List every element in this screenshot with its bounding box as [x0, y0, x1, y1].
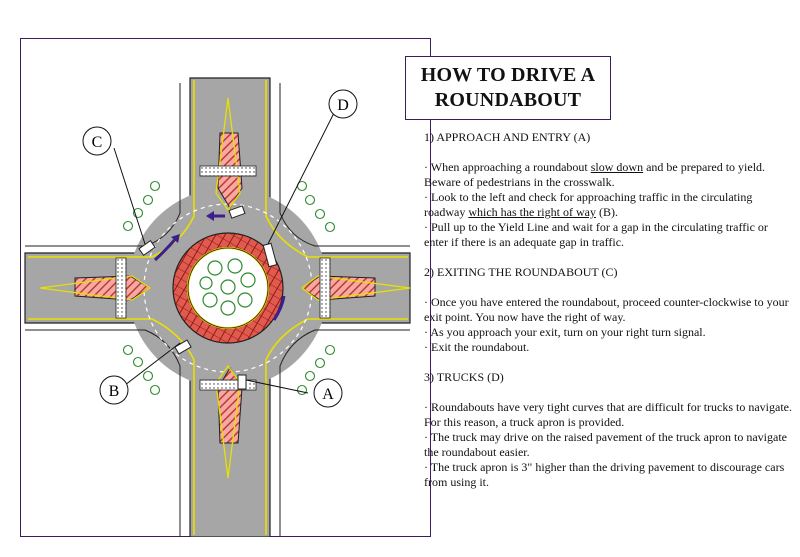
title-box	[405, 56, 611, 120]
s1-b1-underline: slow down	[590, 160, 644, 174]
section-3-heading: 3) TRUCKS (D)	[424, 370, 504, 384]
callout-d-label: D	[337, 97, 349, 114]
section-3-bullet-2: · The truck may drive on the raised pavement of the truck apron to navigate the roundabout easier.	[424, 430, 787, 459]
title-line-1: HOW TO DRIVE A	[420, 64, 596, 86]
callout-c-label: C	[91, 134, 103, 151]
callout-b	[100, 376, 128, 404]
s1-b2-post: (B).	[595, 205, 618, 219]
section-1-bullets	[424, 160, 794, 250]
section-3-bullet-3: · The truck apron is 3" higher than the driving pavement to discourage cars from using it.	[424, 460, 785, 489]
roundabout-diagram	[20, 38, 431, 537]
section-2-bullets	[424, 295, 794, 355]
section-1-heading: 1) APPROACH AND ENTRY (A)	[424, 130, 591, 144]
section-2-bullet-2: · As you approach your exit, turn on your right turn signal.	[424, 325, 706, 339]
instructions-column	[424, 130, 794, 490]
s1-b1-pre: · When approaching a roundabout	[424, 160, 591, 174]
title-line-2: ROUNDABOUT	[434, 89, 582, 111]
section-3-bullets	[424, 400, 794, 490]
section-1-bullet-3: · Pull up to the Yield Line and wait for a gap in the circulating traffic or enter if there is an adequate gap in traffic.	[424, 220, 768, 249]
section-1-bullet-1	[424, 160, 794, 190]
callout-d	[329, 90, 357, 118]
callout-c	[83, 127, 111, 155]
section-2-bullet-1: · Once you have entered the roundabout, proceed counter-clockwise to your exit point. You now have the right of way.	[424, 295, 789, 324]
section-3-bullet-1: · Roundabouts have very tight curves that are difficult for trucks to navigate. For this reason, a truck apron is provided.	[424, 400, 793, 429]
callout-a-label: A	[322, 386, 334, 403]
s1-b2-underline: which has the right of way	[468, 205, 596, 219]
s1-b2-pre: · Look to the left and check for approaching traffic in the circulating roadway	[424, 190, 753, 219]
callout-a	[314, 379, 342, 407]
section-2-heading: 2) EXITING THE ROUNDABOUT (C)	[424, 265, 618, 279]
s1-b1-post: and be prepared to yield. Beware of pedestrians in the crosswalk.	[424, 160, 766, 189]
callout-b-label: B	[108, 383, 120, 400]
section-1-bullet-2	[424, 190, 794, 220]
section-2-bullet-3: · Exit the roundabout.	[424, 340, 530, 354]
